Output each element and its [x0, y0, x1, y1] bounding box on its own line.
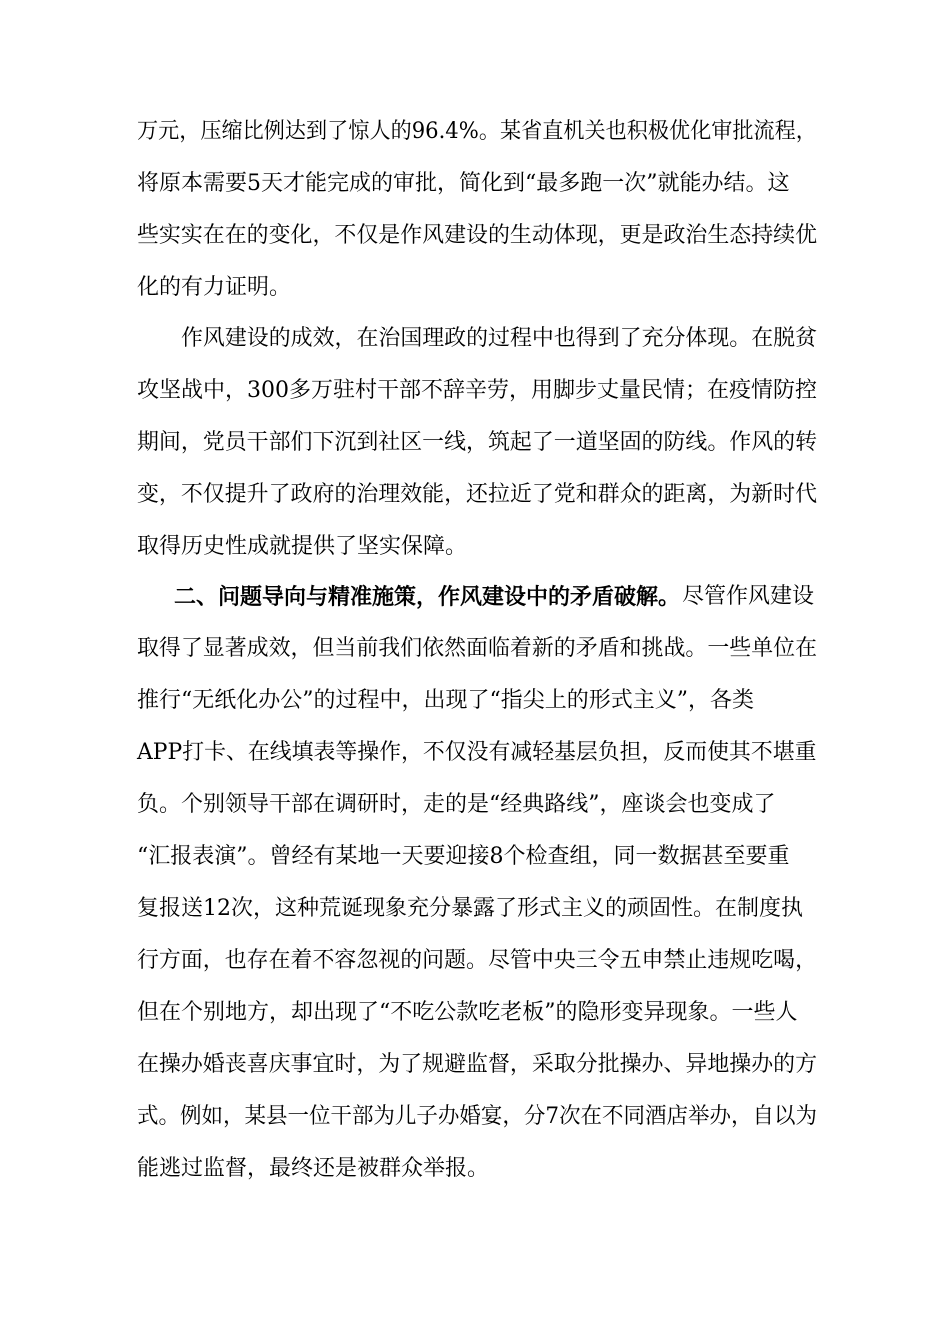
text-line — [0, 941, 947, 981]
text-segment: 复报送12次，这种荒诞现象充分暴露了形式主义的顽固性。在制度执 — [137, 896, 803, 921]
text-line — [0, 164, 950, 204]
text-line — [0, 837, 950, 877]
text-segment: 但在个别地方，却出现了“不吃公款吃老板”的隐形变异现象。一些人 — [137, 1000, 798, 1025]
text-segment: 在操办婚丧喜庆事宜时，为了规避监督，采取分批操办、异地操办的方 — [137, 1052, 818, 1077]
text-line — [0, 371, 950, 411]
text-line — [0, 1045, 947, 1085]
text-segment: 作风建设的成效，在治国理政的过程中也得到了充分体现。在脱贫 — [181, 326, 818, 351]
text-segment: 取得了显著成效，但当前我们依然面临着新的矛盾和挑战。一些单位在 — [137, 636, 818, 661]
text-segment: 能逃过监督，最终还是被群众举报。 — [137, 1156, 490, 1181]
text-segment: APP打卡、在线填表等操作，不仅没有减轻基层负担，反而使其不堪重 — [137, 740, 817, 765]
text-line — [0, 681, 950, 721]
text-line — [1, 733, 945, 773]
text-segment: 化的有力证明。 — [137, 275, 292, 300]
text-line — [0, 993, 950, 1033]
text-segment: 行方面，也存在着不容忽视的问题。尽管中央三令五申禁止违规吃喝， — [137, 948, 818, 973]
text-segment: 式。例如，某县一位干部为儿子办婚宴，分7次在不同酒店举办，自以为 — [137, 1104, 817, 1129]
text-segment: “汇报表演”。曾经有某地一天要迎接8个检查组，同一数据甚至要重 — [137, 844, 790, 869]
text-line — [0, 527, 950, 567]
text-line — [0, 1149, 950, 1189]
text-line — [0, 889, 950, 929]
text-line — [0, 629, 947, 669]
text-segment: 取得历史性成就提供了坚实保障。 — [137, 534, 468, 559]
text-segment: 负。个别领导干部在调研时，走的是“经典路线”，座谈会也变成了 — [137, 792, 776, 817]
text-segment: 将原本需要5天才能完成的审批，简化到“最多跑一次”就能办结。这 — [137, 171, 790, 196]
text-line — [0, 577, 950, 617]
text-line — [5, 112, 917, 152]
text-segment: 推行“无纸化办公”的过程中，出现了“指尖上的形式主义”，各类 — [137, 688, 754, 713]
text-segment: 些实实在在的变化，不仅是作风建设的生动体现，更是政治生态持续优 — [137, 223, 818, 248]
text-line — [0, 785, 950, 825]
text-segment: 攻坚战中，300多万驻村干部不辞辛劳，用脚步丈量民情；在疫情防控 — [137, 378, 817, 403]
text-line — [0, 423, 947, 463]
text-line — [3, 1097, 931, 1137]
text-line — [0, 268, 950, 308]
text-line — [1, 319, 948, 359]
text-line — [0, 475, 947, 515]
text-segment: 万元，压缩比例达到了惊人的96.4%。某省直机关也积极优化审批流程， — [137, 119, 817, 144]
text-segment: 变，不仅提升了政府的治理效能，还拉近了党和群众的距离，为新时代 — [137, 482, 818, 507]
text-line — [0, 216, 947, 256]
section-heading: 二、问题导向与精准施策，作风建设中的矛盾破解。 — [174, 584, 681, 610]
text-segment: 期间，党员干部们下沉到社区一线，筑起了一道坚固的防线。作风的转 — [137, 430, 818, 455]
text-segment: 尽管作风建设 — [682, 584, 815, 609]
